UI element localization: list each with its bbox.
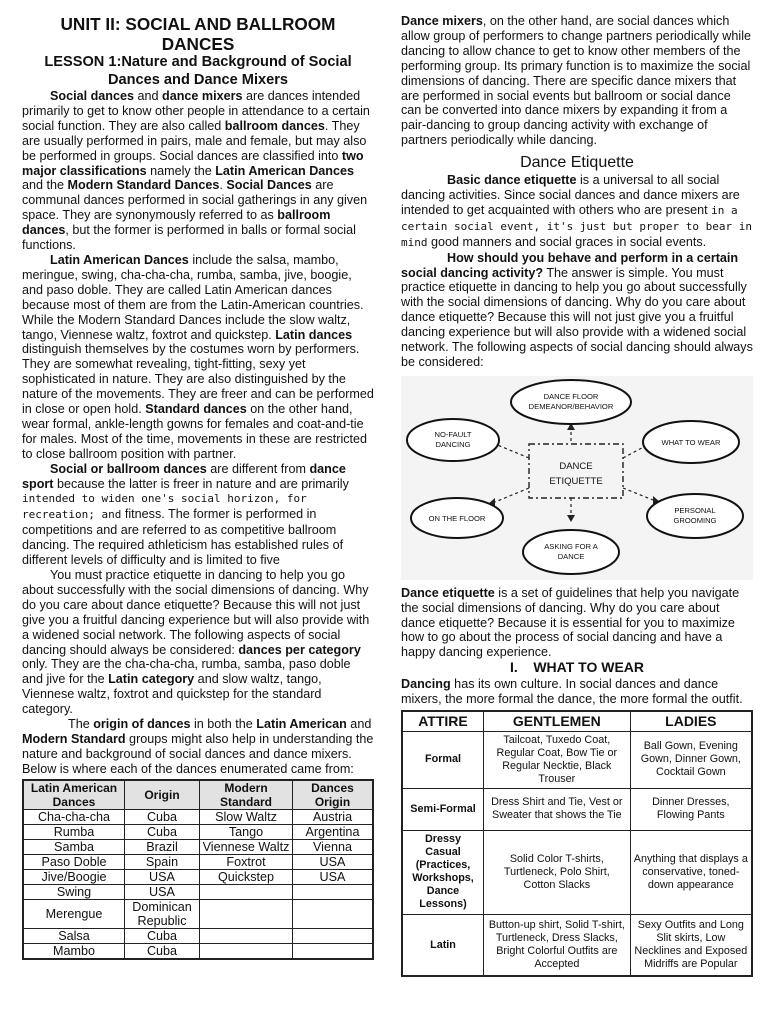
header-dances-origin: Dances Origin (293, 780, 374, 810)
table-cell: Spain (125, 854, 200, 869)
table-row (402, 914, 752, 976)
table-cell (200, 899, 293, 928)
lesson-title: LESSON 1:Nature and Background of Social Dances and Dance Mixers (44, 54, 352, 88)
dance-origin-table (22, 779, 374, 960)
table-cell (293, 899, 374, 928)
no-fault-label-2: DANCING (435, 439, 471, 449)
table-cell (293, 943, 374, 959)
paragraph-social-dances: Social dances and dance mixers are dances intended primarily to get to know other people in attendance to a certain social function. They are also called ballroom dances. They are usually performed in pairs, male and female, but may also be performed in groups. Social dances are classified into two major classifications namely the Latin American Dances and the Modern Standard Dances. Social Dances are communal dances performed in social gatherings in any given space. They are synonymously referred to as ballroom dances, but the former is performed in balls or formal social functions. (22, 89, 370, 253)
left-column (22, 14, 374, 960)
table-cell: Sexy Outfits and Long Slit skirts, Low Necklines and Exposed Midriffs are Popular (630, 914, 752, 976)
paragraph-dancing-culture: Dancing has its own culture. In social dances and dance mixers, the more formal the dance, the more formal the outfit. (401, 677, 743, 707)
table-row (402, 788, 752, 830)
center-label-1: DANCE (559, 460, 593, 472)
table-cell: Cuba (125, 943, 200, 959)
table-cell: Jive/Boogie (23, 869, 125, 884)
table-row (23, 884, 373, 899)
table-row (23, 854, 373, 869)
table-cell: Samba (23, 839, 125, 854)
table-cell (200, 943, 293, 959)
attire-table-header-row (402, 711, 752, 731)
on-the-floor-label: ON THE FLOOR (428, 513, 486, 523)
table-row (23, 928, 373, 943)
table-cell (293, 884, 374, 899)
table-cell: Cuba (125, 824, 200, 839)
table-cell: Solid Color T-shirts, Turtleneck, Polo Shirt, Cotton Slacks (484, 830, 631, 914)
table-cell: Anything that displays a conservative, toned-down appearance (630, 830, 752, 914)
asking-dance-label-2: DANCE (557, 551, 585, 561)
paragraph-practice-etiquette: You must practice etiquette in dancing to help you go about successfully with the social dimensions of dancing. Why do you care about dance etiquette? Because this will not just give you a fruitful dancing experience but will also provide with a widened social network. The following aspects of social dancing should always be considered: dances per category only. They are the cha-cha-cha, rumba, samba, paso doble and jive for the Latin category and slow waltz, tango, Viennese waltz, foxtrot and quickstep for the standard category. (22, 568, 370, 717)
table-cell: Mambo (23, 943, 125, 959)
what-to-wear-heading: I. WHAT TO WEAR (509, 659, 645, 676)
origin-table-header-row (23, 780, 373, 810)
table-cell: Argentina (293, 824, 374, 839)
paragraph-basic-etiquette: Basic dance etiquette is a universal to all social dancing activities. Since social dances and dance mixers are intended to get acquainted with others who are present in a certain social event, it's just but proper to bear in mind good manners and social graces in social events. (401, 173, 752, 249)
table-cell (200, 884, 293, 899)
table-cell: Vienna (293, 839, 374, 854)
table-cell: Tango (200, 824, 293, 839)
table-cell: Austria (293, 809, 374, 824)
attire-label: Formal (402, 731, 484, 788)
header-origin: Origin (125, 780, 200, 810)
personal-grooming-label-2: GROOMING (673, 515, 717, 525)
table-cell (293, 928, 374, 943)
table-row (402, 830, 752, 914)
table-cell: USA (293, 854, 374, 869)
table-cell: Paso Doble (23, 854, 125, 869)
asking-dance-label-1: ASKING FOR A (544, 541, 598, 551)
table-cell: Brazil (125, 839, 200, 854)
paragraph-latin-american: Latin American Dances include the salsa, mambo, meringue, swing, cha-cha-cha, rumba, samba, jive, boogie, and paso doble. They are called Latin American dances because most of them are from the Latin-American countries. While the Modern Standard Dances include the slow waltz, tango, Viennese waltz, foxtrot and quickstep. Latin dances distinguish themselves by the costumes worn by performers. They are somewhat revealing, tight-fitting, sexy yet sophisticated in nature. They are also distinguished by the nature of the movements. They are freer and can be performed in close or open hold. Standard dances on the other hand, wear formal, ankle-length gowns for females and coat-and-tie for males. Most of the time, movements in these are restricted to close ballroom position with partner. (22, 252, 374, 461)
attire-table (401, 710, 753, 977)
dance-etiquette-diagram (401, 376, 753, 580)
table-cell: Foxtrot (200, 854, 293, 869)
table-cell: Slow Waltz (200, 809, 293, 824)
dance-floor-label-2: DEMEANOR/BEHAVIOR (528, 401, 614, 411)
paragraph-dance-mixers: Dance mixers, on the other hand, are social dances which allow group of performers to change partners periodically while dancing to allow chance to get to know other members of the performing group. Its primary function is to maximize the social dimensions of dancing. There are specific dance mixers that are performed in social events but ballroom or social dance can be converted into dance mixers by expanding it from a pair-dancing to group dancing activity with exchange of partners periodically while dancing. (401, 14, 752, 148)
what-to-wear-label: WHAT TO WEAR (661, 437, 721, 447)
attire-label: Semi-Formal (402, 788, 484, 830)
table-cell: Viennese Waltz (200, 839, 293, 854)
table-cell: Merengue (23, 899, 125, 928)
header-gentlemen: GENTLEMEN (484, 711, 631, 731)
right-column (401, 14, 753, 977)
unit-title: UNIT II: SOCIAL AND BALLROOM DANCES (60, 14, 336, 54)
table-cell: Quickstep (200, 869, 293, 884)
table-row (402, 731, 752, 788)
table-row (23, 943, 373, 959)
table-cell: Swing (23, 884, 125, 899)
table-row (23, 824, 373, 839)
paragraph-origin: The origin of dances in both the Latin American and Modern Standard groups might also help in understanding the nature and background of social dances and dance mixers. Below is where each of the dances enumerated came from: (22, 717, 374, 776)
paragraph-dance-etiquette-definition: Dance etiquette is a set of guidelines that help you navigate the social dimensions of dancing. Why do you care about dance etiquette? Because it is essential for you to maximize how to go about the process of social dancing and have a happy dancing experience. (401, 585, 740, 660)
table-cell: USA (293, 869, 374, 884)
paragraph-how-to-behave: How should you behave and perform in a certain social dancing activity? The answer is simple. You must practice etiquette in dancing to help you go about successfully with the social dimensions of dancing. Why do you care about dance etiquette? Because this will not just give you a fruitful dancing experience but will also provide with a widened social network. The following aspects of social dancing should always be considered: (401, 250, 753, 369)
dance-etiquette-heading: Dance Etiquette (520, 154, 634, 172)
personal-grooming-label-1: PERSONAL (674, 505, 716, 515)
attire-label: Latin (402, 914, 484, 976)
table-cell: Salsa (23, 928, 125, 943)
table-cell: Dinner Dresses, Flowing Pants (630, 788, 752, 830)
table-cell: Rumba (23, 824, 125, 839)
table-cell (200, 928, 293, 943)
header-modern-standard: Modern Standard (200, 780, 293, 810)
table-cell: Dress Shirt and Tie, Vest or Sweater that shows the Tie (484, 788, 631, 830)
table-cell: Ball Gown, Evening Gown, Dinner Gown, Cocktail Gown (630, 731, 752, 788)
table-cell: Button-up shirt, Solid T-shirt, Turtleneck, Dress Slacks, Bright Colorful Outfits are Accepted (484, 914, 631, 976)
table-cell: Dominican Republic (125, 899, 200, 928)
header-latin-american-dances: Latin American Dances (23, 780, 125, 810)
table-row (23, 899, 373, 928)
attire-label: Dressy Casual (Practices, Workshops, Dance Lessons) (402, 830, 484, 914)
table-cell: Cuba (125, 928, 200, 943)
header-attire: ATTIRE (402, 711, 484, 731)
header-ladies: LADIES (630, 711, 752, 731)
table-cell: Cha-cha-cha (23, 809, 125, 824)
no-fault-label-1: NO-FAULT (434, 429, 472, 439)
table-cell: Cuba (125, 809, 200, 824)
center-label-2: ETIQUETTE (549, 475, 603, 487)
table-row (23, 809, 373, 824)
table-row (23, 869, 373, 884)
table-cell: USA (125, 869, 200, 884)
dance-floor-label-1: DANCE FLOOR (543, 391, 599, 401)
table-row (23, 839, 373, 854)
table-cell: USA (125, 884, 200, 899)
table-cell: Tailcoat, Tuxedo Coat, Regular Coat, Bow Tie or Regular Necktie, Black Trouser (484, 731, 631, 788)
paragraph-dance-sport: Social or ballroom dances are different from dance sport because the latter is freer in nature and are primarily intended to widen one's social horizon, for recreation; and fitness. The former is performed in competitions and are referred to as competitive ballroom dancing. The required athleticism has established rules of different levels of difficulty and is limited to five (22, 461, 349, 568)
